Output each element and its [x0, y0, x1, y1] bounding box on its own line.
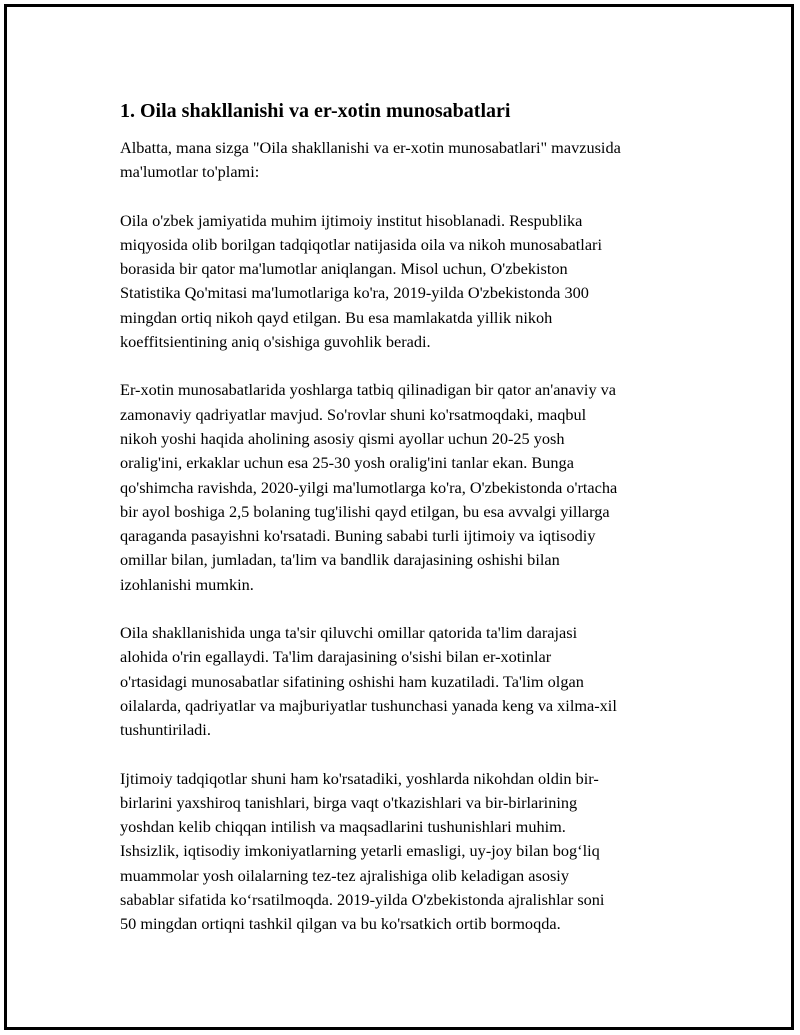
paragraph-3: Oila shakllanishida unga ta'sir qiluvchi omillar qatorida ta'lim darajasi alohida o'rin egallaydi. Ta'lim darajasining o'sishi bilan er-xotinlar o'rtasidagi munosabatlar sifatining oshishi ham kuzatiladi. Ta'lim olgan oilalarda, qadriyatlar va majburiyatlar tushunchasi yanada keng va xilma-xil tushuntiriladi. — [120, 623, 617, 740]
page-frame — [4, 4, 794, 1030]
section-heading: 1. Oila shakllanishi va er-xotin munosabatlari — [120, 100, 511, 122]
document-body — [120, 98, 695, 937]
paragraph-intro: Albatta, mana sizga "Oila shakllanishi va er-xotin munosabatlari" mavzusida ma'lumotlar to'plami: — [120, 138, 621, 182]
paragraph-1: Oila o'zbek jamiyatida muhim ijtimoiy institut hisoblanadi. Respublika miqyosida olib borilgan tadqiqotlar natijasida oila va nikoh munosabatlari borasida bir qator ma'lumotlar aniqlangan. Misol uchun, O'zbekiston Statistika Qo'mitasi ma'lumotlariga ko'ra, 2019-yilda O'zbekistonda 300 mingdan ortiq nikoh qayd etilgan. Bu esa mamlakatda yillik nikoh koeffitsientining aniq o'sishiga guvohlik beradi. — [120, 210, 603, 352]
paragraph-4: Ijtimoiy tadqiqotlar shuni ham ko'rsatadiki, yoshlarda nikohdan oldin bir- birlarini yaxshiroq tanishlari, birga vaqt o'tkazishlari va bir-birlarining yoshdan kelib chiqqan intilish va maqsadlarini tushunishlari muhim. Ishsizlik, iqtisodiy imkoniyatlarning yetarli emasligi, uy-joy bilan bog‘liq muammolar yosh oilalarning tez-tez ajralishiga olib keladigan asosiy sabablar sifatida ko‘rsatilmoqda. 2019-yilda O'zbekistonda ajralishlar soni 50 mingdan ortiqni tashkil qilgan va bu ko'rsatkich ortib bormoqda. — [120, 768, 605, 934]
paragraph-2: Er-xotin munosabatlarida yoshlarga tatbiq qilinadigan bir qator an'anaviy va zamonaviy qadriyatlar mavjud. So'rovlar shuni ko'rsatmoqdaki, maqbul nikoh yoshi haqida aholining asosiy qismi ayollar uchun 20-25 yosh oralig'ini, erkaklar uchun esa 25-30 yosh oralig'ini tanlar ekan. Bunga qo'shimcha ravishda, 2020-yilgi ma'lumotlarga ko'ra, O'zbekistonda o'rtacha bir ayol boshiga 2,5 bolaning tug'ilishi qayd etilgan, bu esa avvalgi yillarga qaraganda pasayishni ko'rsatadi. Buning sababi turli ijtimoiy va iqtisodiy omillar bilan, jumladan, ta'lim va bandlik darajasining oshishi bilan izohlanishi mumkin. — [120, 380, 618, 594]
